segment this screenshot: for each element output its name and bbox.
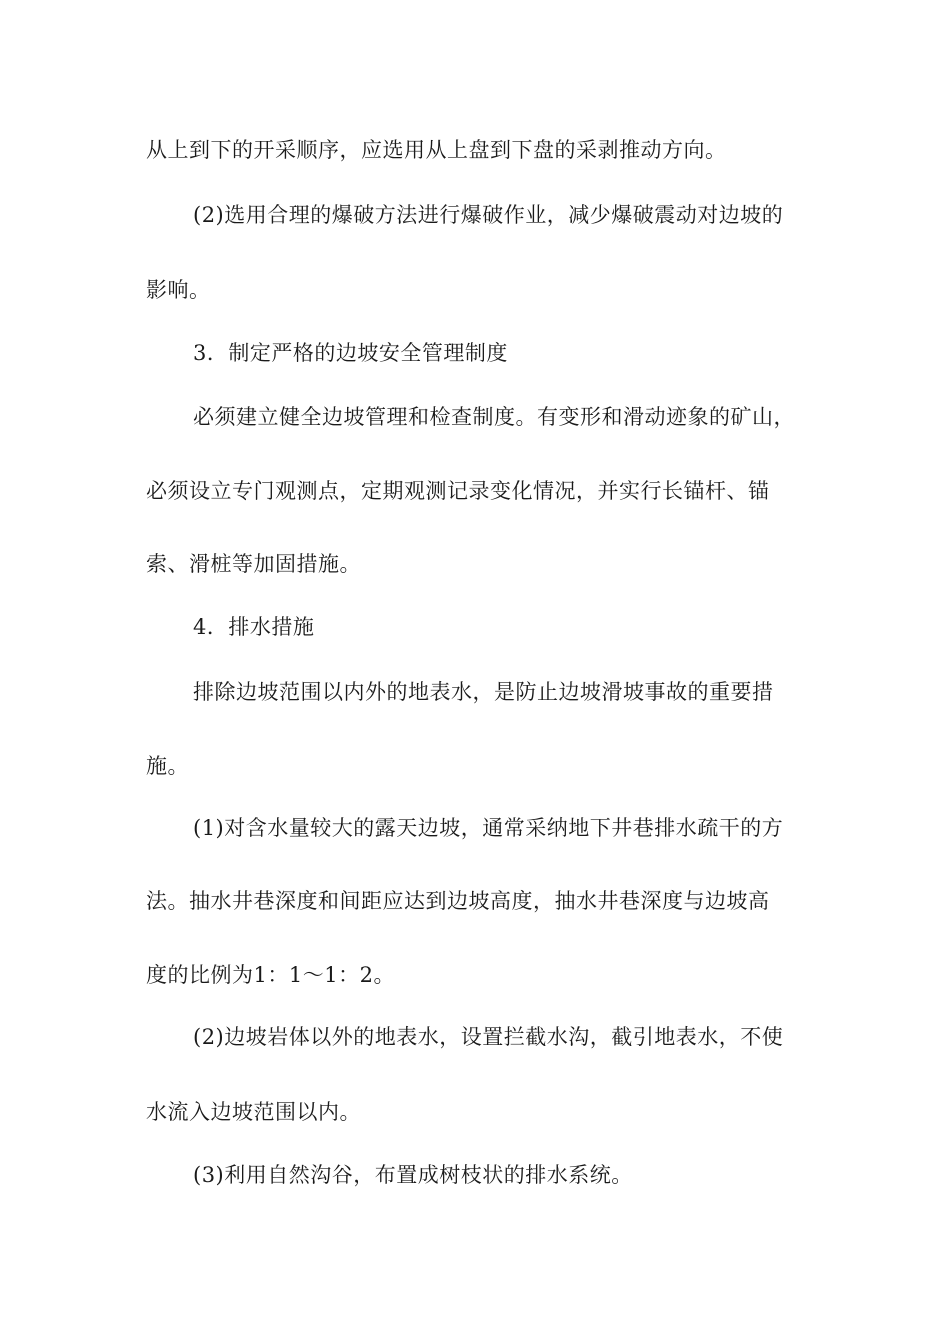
paragraph-line: (2)边坡岩体以外的地表水，设置拦截水沟，截引地表水，不使 [193, 1025, 784, 1049]
paragraph-line: (2)选用合理的爆破方法进行爆破作业，减少爆破震动对边坡的 [193, 203, 784, 227]
section-heading: 3．制定严格的边坡安全管理制度 [193, 341, 508, 365]
paragraph-line: 必须设立专门观测点，定期观测记录变化情况，并实行长锚杆、锚 [146, 479, 770, 503]
paragraph-line: (3)利用自然沟谷，布置成树枝状的排水系统。 [193, 1163, 633, 1187]
paragraph-line: 必须建立健全边坡管理和检查制度。有变形和滑动迹象的矿山， [193, 405, 795, 429]
paragraph-line: 排除边坡范围以内外的地表水，是防止边坡滑坡事故的重要措 [193, 680, 774, 704]
paragraph-line: 施。 [146, 754, 189, 778]
paragraph-line: 影响。 [146, 278, 211, 302]
paragraph-line: 从上到下的开采顺序，应选用从上盘到下盘的采剥推动方向。 [146, 138, 727, 162]
paragraph-line: 水流入边坡范围以内。 [146, 1100, 361, 1124]
paragraph-line: (1)对含水量较大的露天边坡，通常采纳地下井巷排水疏干的方 [193, 816, 784, 840]
paragraph-line: 索、滑桩等加固措施。 [146, 552, 361, 576]
paragraph-line: 度的比例为1：1～1：2。 [146, 963, 395, 987]
section-heading: 4．排水措施 [193, 615, 315, 639]
paragraph-line: 法。抽水井巷深度和间距应达到边坡高度，抽水井巷深度与边坡高 [146, 889, 770, 913]
